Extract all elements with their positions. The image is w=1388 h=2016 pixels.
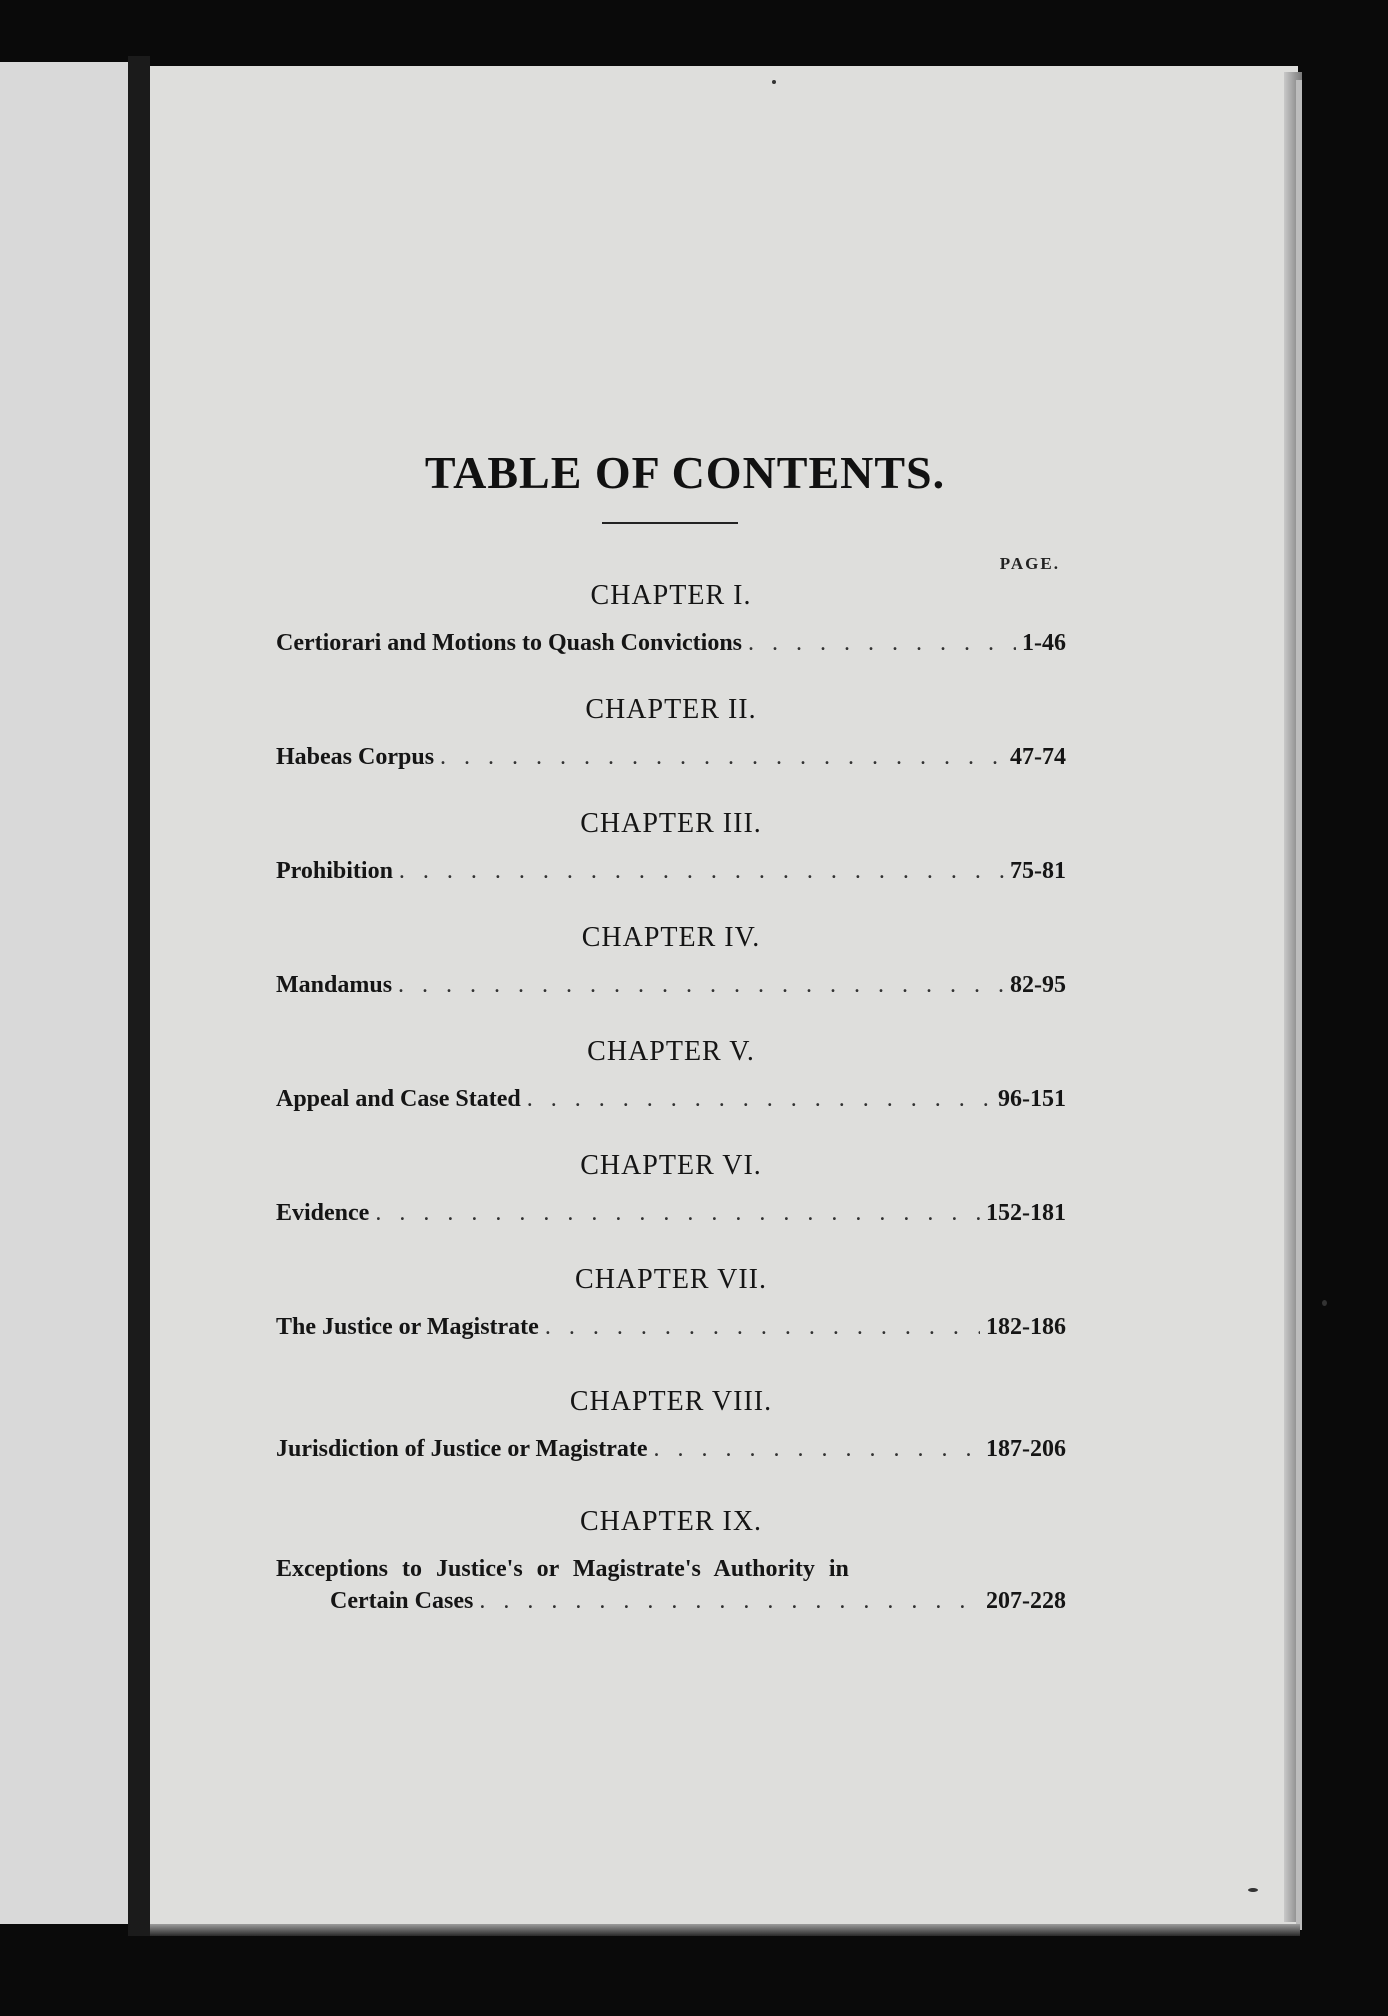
toc-entry-pages: 82-95 (1010, 972, 1066, 998)
toc-entry-title: Jurisdiction of Justice or Magistrate (276, 1436, 648, 1462)
book-spine (128, 56, 150, 1936)
chapter-heading: CHAPTER VIII. (569, 1386, 773, 1417)
toc-entry (330, 1588, 1066, 1615)
toc-entry (276, 744, 1066, 771)
leader-dots (375, 1200, 980, 1227)
toc-entry-pages: 207-228 (986, 1588, 1066, 1614)
toc-entry-pages: 152-181 (986, 1200, 1066, 1226)
page-title: TABLE OF CONTENTS. (424, 447, 946, 498)
leader-dots (479, 1588, 980, 1615)
page-column-header: PAGE. (999, 554, 1060, 573)
toc-entry-pages: 47-74 (1010, 744, 1066, 770)
chapter-heading: CHAPTER IX. (579, 1506, 763, 1537)
toc-entry-pages: 75-81 (1010, 858, 1066, 884)
toc-entry-title: Habeas Corpus (276, 744, 435, 770)
toc-entry (276, 972, 1066, 999)
toc-entry (276, 630, 1066, 657)
toc-entry-pages: 182-186 (986, 1314, 1066, 1340)
page-edge (1296, 80, 1302, 1930)
scan-speck (1322, 1300, 1327, 1306)
toc-entry-title-continued: Certain Cases (330, 1588, 474, 1614)
toc-entry-pages: 96-151 (998, 1086, 1066, 1112)
toc-entry (276, 1436, 1066, 1463)
scan-speck (772, 80, 776, 84)
title-rule (602, 522, 738, 524)
left-facing-page (0, 62, 133, 1924)
toc-entry-title: Exceptions to Justice's or Magistrate's Authority in (276, 1556, 849, 1582)
toc-entry-pages: 187-206 (986, 1436, 1066, 1462)
toc-entry-title: Mandamus (276, 972, 393, 998)
chapter-heading: CHAPTER III. (580, 808, 762, 839)
leader-dots (654, 1436, 981, 1463)
toc-entry-pages: 1-46 (1022, 630, 1066, 656)
toc-entry (276, 1314, 1066, 1341)
toc-entry-title: The Justice or Magistrate (276, 1314, 539, 1340)
document-page (150, 66, 1298, 1932)
leader-dots (398, 972, 1004, 999)
toc-entry-title: Certiorari and Motions to Quash Convictions (276, 630, 743, 656)
leader-dots (440, 744, 1004, 771)
leader-dots (545, 1314, 980, 1341)
toc-entry (276, 1200, 1066, 1227)
toc-entry-title: Evidence (276, 1200, 370, 1226)
toc-entry (276, 1086, 1066, 1113)
toc-entry-title: Appeal and Case Stated (276, 1086, 521, 1112)
chapter-heading: CHAPTER VII. (575, 1264, 767, 1295)
chapter-heading: CHAPTER II. (585, 694, 757, 725)
chapter-heading: CHAPTER I. (590, 580, 752, 611)
page-bottom-edge (150, 1924, 1300, 1936)
toc-entry-title: Prohibition (276, 858, 393, 884)
chapter-heading: CHAPTER VI. (580, 1150, 762, 1181)
leader-dots (527, 1086, 992, 1113)
chapter-heading: CHAPTER V. (587, 1036, 755, 1067)
chapter-heading: CHAPTER IV. (581, 922, 761, 953)
toc-entry (276, 858, 1066, 885)
leader-dots (748, 630, 1016, 657)
leader-dots (399, 858, 1004, 885)
scan-speck (1248, 1888, 1258, 1892)
